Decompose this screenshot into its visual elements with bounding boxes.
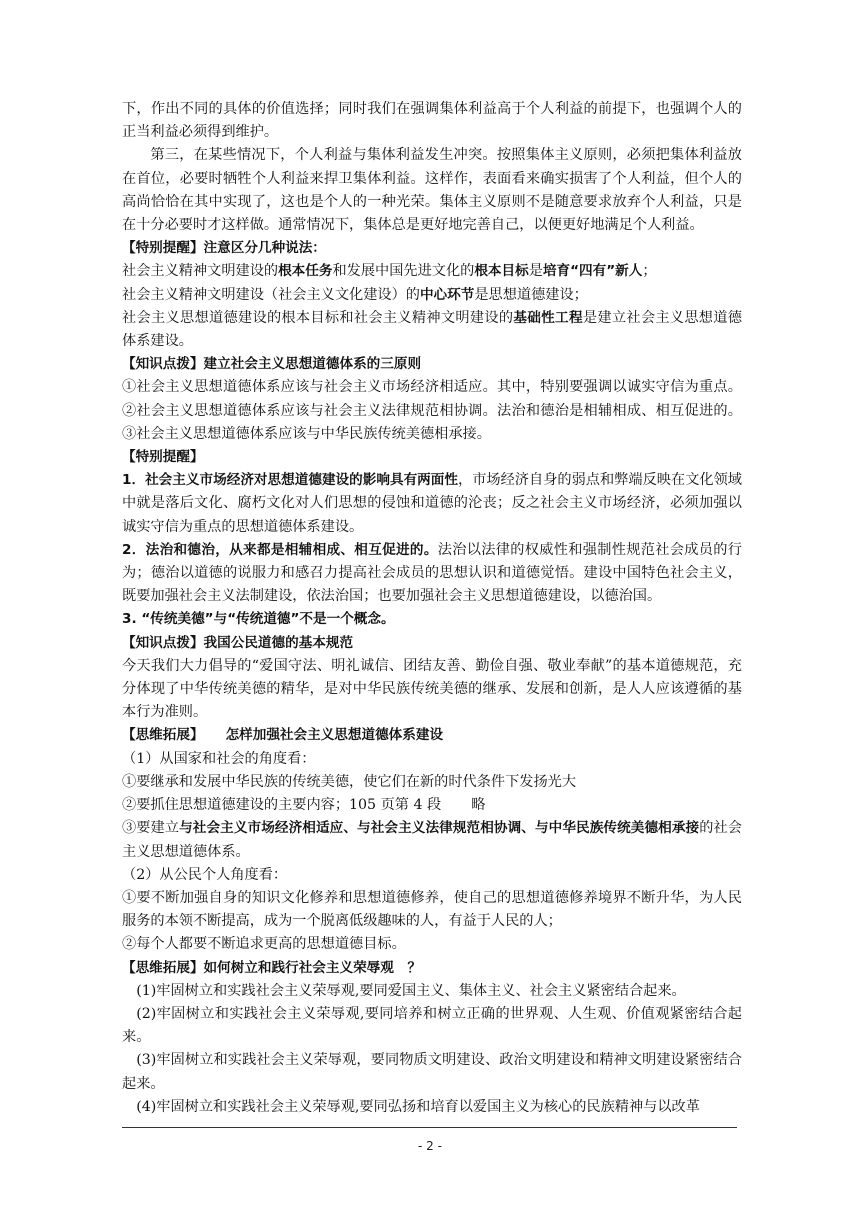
paragraph: ③要建立与社会主义市场经济相适应、与社会主义法律规范相协调、与中华民族传统美德相承接的社会主义思想道德体系。 xyxy=(122,820,742,860)
paragraph: ②要抓住思想道德建设的主要内容；105 页第 4 段 略 xyxy=(122,797,486,814)
paragraph: 3. “传统美德”与“传统道德”不是一个概念。 xyxy=(122,611,395,628)
paragraph: ①社会主义思想道德体系应该与社会主义市场经济相适应。其中，特别要强调以诚实守信为重点。②社会主义思想道德体系应该与社会主义法律规范相协调。法治和德治是相辅相成、相互促进的。③社会主义思想道德体系应该与中华民族传统美德相承接。 xyxy=(122,379,742,442)
paragraph: ②每个人都要不断追求更高的思想道德目标。 xyxy=(122,936,406,953)
section-heading: 【思维拓展】 怎样加强社会主义思想道德体系建设 xyxy=(122,727,444,744)
section-heading: 【特别提醒】 xyxy=(122,449,204,466)
paragraph: 社会主义思想道德建设的根本目标和社会主义精神文明建设的基础性工程是建立社会主义思想道德体系建设。 xyxy=(122,309,742,350)
paragraph: (1)牢固树立和实践社会主义荣辱观,要同爱国主义、集体主义、社会主义紧密结合起来。 xyxy=(136,982,686,999)
paragraph: 第三，在某些情况下，个人利益与集体利益发生冲突。按照集体主义原则，必须把集体利益放在首位，必要时牺牲个人利益来捍卫集体利益。这样作，表面看来确实损害了个人利益，但个人的高尚恰恰在其中实现了，这也是个人的一种光荣。集体主义原则不是随意要求放弃个人利益，只是在十分必要时才这样做。通常情况下，集体总是更好地完善自己，以便更好地满足个人利益。 xyxy=(122,147,742,234)
paragraph: ①要不断加强自身的知识文化修养和思想道德修养，使自己的思想道德修养境界不断升华，为人民服务的本领不断提高，成为一个脱离低级趣味的人，有益于人民的人； xyxy=(122,889,742,930)
paragraph: 1．社会主义市场经济对思想道德建设的影响具有两面性，市场经济自身的弱点和弊端反映在文化领域中就是落后文化、腐朽文化对人们思想的侵蚀和道德的沦丧；反之社会主义市场经济，必须加强以诚实守信为重点的思想道德体系建设。 xyxy=(122,472,742,535)
section-heading: 【知识点拨】建立社会主义思想道德体系的三原则 xyxy=(122,356,422,373)
section-heading: 【思维拓展】如何树立和践行社会主义荣辱观 ？ xyxy=(122,959,422,976)
paragraph: (4)牢固树立和实践社会主义荣辱观,要同弘扬和培育以爱国主义为核心的民族精神与以改革 xyxy=(136,1098,700,1115)
paragraph: 社会主义精神文明建设的根本任务和发展中国先进文化的根本目标是培育“四有”新人； xyxy=(122,263,657,280)
paragraph: (3)牢固树立和实践社会主义荣辱观，要同物质文明建设、政治文明建设和精神文明建设紧密结合起来。 xyxy=(122,1052,742,1092)
paragraph: 下，作出不同的具体的价值选择；同时我们在强调集体利益高于个人利益的前提下，也强调个人的正当利益必须得到维护。 xyxy=(122,101,742,141)
paragraph: ①要继承和发展中华民族的传统美德，使它们在新的时代条件下发扬光大 xyxy=(122,773,577,790)
page-body xyxy=(122,98,742,1119)
paragraph: 社会主义精神文明建设（社会主义文化建设）的中心环节是思想道德建设； xyxy=(122,286,588,303)
section-heading: 【知识点拨】我国公民道德的基本规范 xyxy=(122,634,354,651)
paragraph: （1）从国家和社会的角度看： xyxy=(122,750,316,767)
section-heading: 【特别提醒】注意区分几种说法： xyxy=(122,240,326,257)
paragraph: 2．法治和德治，从来都是相辅相成、相互促进的。法治以法律的权威性和强制性规范社会成员的行为；德治以道德的说服力和感召力提高社会成员的思想认识和道德觉悟。建设中国特色社会主义，既要加强社会主义法制建设，依法治国；也要加强社会主义思想道德建设，以德治国。 xyxy=(122,541,742,605)
paragraph: 今天我们大力倡导的“爱国守法、明礼诚信、团结友善、勤俭自强、敬业奉献”的基本道德规范，充分体现了中华传统美德的精华，是对中华民族传统美德的继承、发展和创新，是人人应该遵循的基本行为准则。 xyxy=(122,657,742,721)
paragraph: （2）从公民个人角度看： xyxy=(122,866,288,883)
page-number: - 2 - xyxy=(418,1139,442,1153)
paragraph: (2)牢固树立和实践社会主义荣辱观,要同培养和树立正确的世界观、人生观、价值观紧密结合起来。 xyxy=(122,1005,742,1046)
footer-divider xyxy=(122,1127,737,1128)
